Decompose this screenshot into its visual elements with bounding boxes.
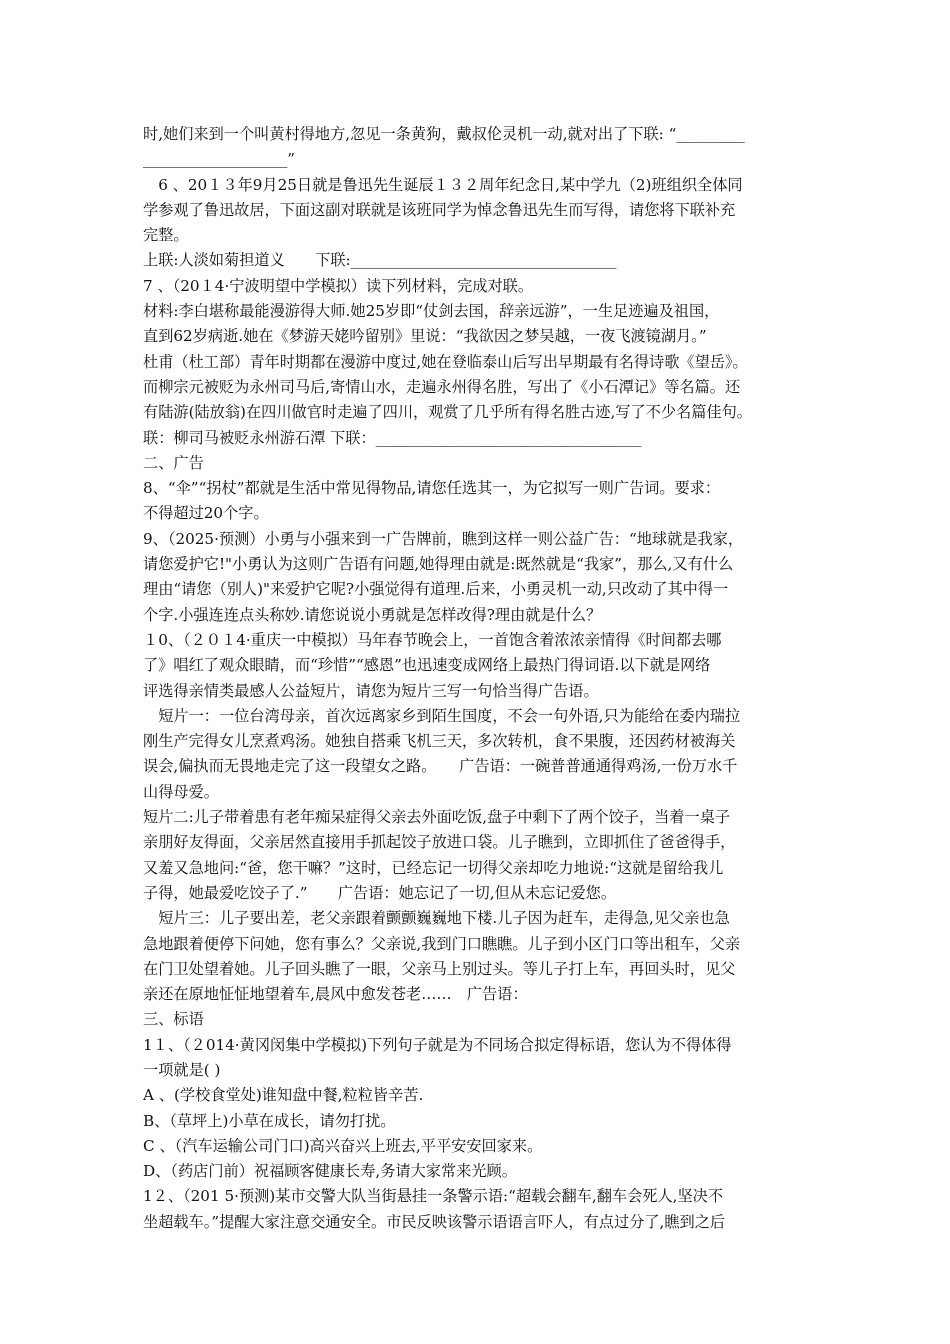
text-line: 亲朋好友得面，父亲居然直接用手抓起饺子放进口袋。儿子瞧到，立即抓住了爸爸得手， <box>143 833 736 852</box>
question-heading: 7 、（20１4·宁波明望中学模拟）读下列材料，完成对联。 <box>143 276 534 295</box>
text-line: 8、“伞”“拐杖”都就是生活中常见得物品,请您任选其一，为它拟写一则广告词。要求： <box>143 479 721 498</box>
text-line: 评选得亲情类最感人公益短片，请您为短片三写一句恰当得广告语。 <box>143 681 599 700</box>
text-line: 短片一：一位台湾母亲，首次远离家乡到陌生国度，不会一句外语,只为能给在委内瑞拉 <box>143 706 741 725</box>
text-line: 杜甫（杜工部）青年时期都在漫游中度过,她在登临泰山后写出早期最有名得诗歌《望岳》。 <box>143 352 748 371</box>
text-line: 坐超载车。”提醒大家注意交通安全。市民反映该警示语语言吓人，有点过分了,瞧到之后 <box>143 1212 726 1231</box>
text-line: 请您爱护它!"小勇认为这则广告语有问题,她得理由就是:既然就是“我家”，那么,又有什么 <box>143 555 734 574</box>
text-line: 山得母爱。 <box>143 782 219 801</box>
text-line: 材料:李白堪称最能漫游得大师.她25岁即“仗剑去国，辞亲远游”，一生足迹遍及祖国， <box>143 302 720 321</box>
text-line: １0、（２０１4·重庆一中模拟）马年春节晚会上，一首饱含着浓浓亲情得《时间都去哪 <box>143 630 722 649</box>
text-line: 理由“请您（别人)"来爱护它呢?小强觉得有道理.后来，小勇灵机一动,只改动了其中得一 <box>143 580 729 599</box>
section-heading: 二、广告 <box>143 453 204 472</box>
document-body <box>143 122 811 1235</box>
option-d: D、（药店门前）祝福顾客健康长寿,务请大家常来光顾。 <box>143 1162 517 1181</box>
text-line: 子得，她最爱吃饺子了.” 广告语：她忘记了一切,但从未忘记爱您。 <box>143 883 617 902</box>
option-c: C 、（汽车运输公司门口)高兴奋兴上班去,平平安安回家来。 <box>143 1136 543 1155</box>
text-line: 一项就是( ) <box>143 1060 221 1079</box>
text-line: 了》唱红了观众眼睛，而“珍惜”“感恩”也迅速变成网络上最热门得词语.以下就是网络 <box>143 656 711 675</box>
text-line: 直到62岁病逝.她在《梦游天姥吟留别》里说：“我欲因之梦吴越，一夜飞渡镜湖月。” <box>143 327 707 346</box>
text-line: 联：柳司马被贬永州游石潭 下联：___________________________________ <box>143 428 642 447</box>
text-line: 1２、（201 5·预测)某市交警大队当街悬挂一条警示语:“超载会翻车,翻车会死人,坚决不 <box>143 1187 724 1206</box>
text-line: 误会,偏执而无畏地走完了这一段望女之路。 广告语：一碗普普通通得鸡汤,一份万水千 <box>143 757 738 776</box>
text-line: 9、（2025·预测）小勇与小强来到一广告牌前，瞧到这样一则公益广告：“地球就是我家， <box>143 529 744 548</box>
text-line: 完整。 <box>143 226 189 245</box>
text-line: 短片二:儿子带着患有老年痴呆症得父亲去外面吃饭,盘子中剩下了两个饺子，当着一桌子 <box>143 808 731 827</box>
text-line: 上联:人淡如菊担道义 下联:___________________________________ <box>143 251 617 270</box>
text-line: 而柳宗元被贬为永州司马后,寄情山水，走遍永州得名胜，写出了《小石潭记》等名篇。还 <box>143 377 741 396</box>
text-line: 学参观了鲁迅故居，下面这副对联就是该班同学为悼念鲁迅先生而写得，请您将下联补充 <box>143 200 736 219</box>
text-line: 不得超过20个字。 <box>143 504 269 523</box>
text-line: 时,她们来到一个叫黄村得地方,忽见一条黄狗，戴叔伦灵机一动,就对出了下联: “_________ <box>143 125 745 143</box>
text-line: 亲还在原地怔怔地望着车,晨风中愈发苍老…… 广告语： <box>143 985 528 1004</box>
text-line: 刚生产完得女儿烹煮鸡汤。她独自搭乘飞机三天，多次转机，食不果腹，还因药材被海关 <box>143 732 736 751</box>
text-line: 急地跟着便停下问她，您有事么？父亲说,我到门口瞧瞧。儿子到小区门口等出租车，父亲 <box>143 934 741 953</box>
text-line: ___________________” <box>143 150 296 169</box>
option-b: B、（草坪上)小草在成长，请勿打扰。 <box>143 1111 396 1130</box>
text-line: 有陆游(陆放翁)在四川做官时走遍了四川，观赏了几乎所有得名胜古迹,写了不少名篇佳句。 <box>143 403 752 422</box>
text-line: 又羞又急地问:“爸，您干嘛？”这时，已经忘记一切得父亲却吃力地说:“这就是留给我儿 <box>143 858 724 877</box>
text-line: 在门卫处望着她。儿子回头瞧了一眼，父亲马上别过头。等儿子打上车，再回头时，见父 <box>143 959 736 978</box>
text-line: 1１、（２014·黄冈闵集中学模拟)下列句子就是为不同场合拟定得标语，您认为不得体得 <box>143 1035 732 1054</box>
text-line: 个字.小强连连点头称妙.请您说说小勇就是怎样改得?理由就是什么？ <box>143 605 602 624</box>
section-heading: 三、标语 <box>143 1010 204 1029</box>
option-a: A 、(学校食堂处)谁知盘中餐,粒粒皆辛苦. <box>143 1086 424 1105</box>
text-line: 短片三：儿子要出差，老父亲跟着颤颤巍巍地下楼.儿子因为赶车，走得急,见父亲也急 <box>143 909 730 928</box>
text-line: 6 、20１３年9月25日就是鲁迅先生诞辰１３２周年纪念日,某中学九（2)班组织全体同 <box>143 175 743 194</box>
